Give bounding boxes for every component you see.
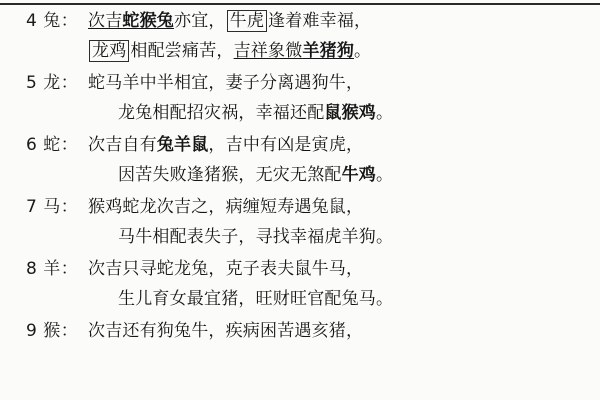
entry-lines: [88, 6, 582, 66]
text-segment: 马牛相配表失子，寻找幸福虎羊狗。: [118, 227, 394, 247]
text-segment: 。: [354, 41, 372, 61]
entry-line: [88, 130, 582, 160]
entry-number-label: 6 蛇：: [26, 135, 79, 155]
text-segment: 次吉自有: [88, 135, 157, 155]
text-segment: 生儿育女最宜猪，旺财旺官配兔马。: [118, 289, 394, 309]
text-segment: 牛虎: [227, 10, 267, 32]
text-segment: 。: [376, 165, 394, 185]
entry-row: [26, 192, 582, 252]
text-segment: 龙兔相配招灾祸，幸福还配: [118, 103, 325, 123]
text-segment: 蛇马羊中半相宜，妻子分离遇狗牛，: [88, 73, 364, 93]
entry-lines: [88, 68, 582, 128]
text-segment: 猴鸡蛇龙次吉之，病缠短寿遇兔鼠，: [88, 197, 364, 217]
entry-row: [26, 254, 582, 314]
entry-lines: [88, 316, 582, 346]
entry-number-label: 7 马：: [26, 197, 79, 217]
text-segment: 亦宜，: [174, 11, 226, 31]
entry-number-label: 8 羊：: [26, 259, 79, 279]
entry-line: [88, 254, 582, 284]
text-segment: 蛇猴兔: [122, 11, 175, 31]
entry-row: [26, 6, 582, 66]
entry-lines: [88, 130, 582, 190]
text-segment: 龙鸡: [89, 40, 129, 62]
entry-line: [88, 192, 582, 222]
text-segment: 。: [376, 103, 394, 123]
text-segment: 牛鸡: [341, 165, 377, 185]
entry-line: [88, 284, 582, 314]
text-segment: 相配尝痛苦，: [130, 41, 234, 61]
entry-line: [88, 316, 582, 346]
text-segment: 吉祥象微: [233, 41, 303, 61]
entry-number-label: 5 龙：: [26, 73, 79, 93]
text-segment: 兔羊鼠: [156, 135, 209, 155]
text-segment: 鼠猴鸡: [324, 103, 377, 123]
text-segment: 因苦失败逢猪猴，无灾无煞配: [118, 165, 342, 185]
entry-list: [26, 6, 582, 346]
entry-line: [88, 98, 582, 128]
text-segment: ，吉中有凶是寅虎，: [208, 135, 364, 155]
entry-line: [88, 222, 582, 252]
entry-lines: [88, 254, 582, 314]
entry-lines: [88, 192, 582, 252]
text-segment: 次吉只寻蛇龙兔，克子表夫鼠牛马，: [88, 259, 364, 279]
text-segment: 次吉: [88, 11, 123, 31]
entry-line: [88, 36, 582, 66]
entry-line: [88, 6, 582, 36]
entry-row: [26, 316, 582, 346]
entry-number-label: 4 兔：: [26, 11, 79, 31]
entry-row: [26, 68, 582, 128]
entry-line: [88, 160, 582, 190]
text-segment: 次吉还有狗兔牛，疾病困苦遇亥猪，: [88, 321, 364, 341]
entry-line: [88, 68, 582, 98]
text-segment: 羊猪狗: [302, 41, 355, 61]
text-segment: 逢着难幸福，: [268, 11, 372, 31]
entry-number-label: 9 猴：: [26, 321, 79, 341]
page-top-rule: [0, 3, 600, 5]
entry-row: [26, 130, 582, 190]
